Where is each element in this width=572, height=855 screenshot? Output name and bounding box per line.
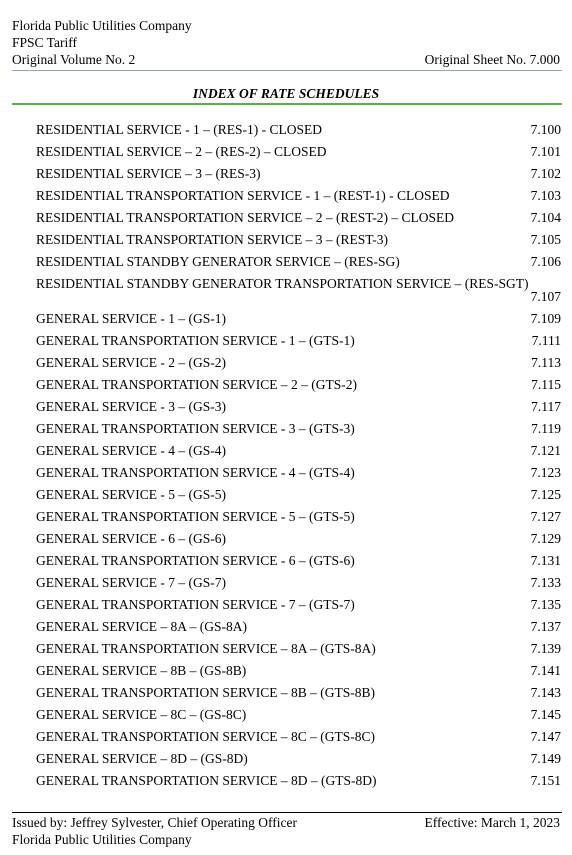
header-company: Florida Public Utilities Company xyxy=(12,18,192,33)
index-row xyxy=(36,704,561,726)
footer-divider xyxy=(12,812,562,813)
index-row xyxy=(36,374,561,396)
sheet-number: 7.106 xyxy=(530,254,561,269)
sheet-number: 7.133 xyxy=(530,575,561,590)
sheet-number: 7.123 xyxy=(530,465,561,480)
schedule-name: GENERAL SERVICE - 3 – (GS-3) xyxy=(36,399,227,414)
schedule-name: GENERAL TRANSPORTATION SERVICE - 5 – (GTS-5) xyxy=(36,509,355,524)
sheet-number: 7.145 xyxy=(530,707,561,722)
index-row xyxy=(36,308,561,330)
index-row xyxy=(36,660,561,682)
schedule-name: RESIDENTIAL STANDBY GENERATOR TRANSPORTATION SERVICE – (RES-SGT) xyxy=(36,276,529,291)
sheet-number: 7.104 xyxy=(530,210,561,225)
schedule-name: RESIDENTIAL SERVICE – 2 – (RES-2) – CLOSED xyxy=(36,144,327,159)
schedule-name: GENERAL SERVICE - 7 – (GS-7) xyxy=(36,575,227,590)
footer-company: Florida Public Utilities Company xyxy=(12,832,192,847)
index-row xyxy=(36,119,561,141)
schedule-name: RESIDENTIAL TRANSPORTATION SERVICE – 2 – (REST-2) – CLOSED xyxy=(36,210,455,225)
schedule-name: RESIDENTIAL SERVICE - 1 – (RES-1) - CLOSED xyxy=(36,122,323,137)
index-row xyxy=(36,273,561,308)
header-volume: Original Volume No. 2 xyxy=(12,52,136,67)
schedule-name: GENERAL SERVICE - 1 – (GS-1) xyxy=(36,311,227,326)
schedule-name: GENERAL TRANSPORTATION SERVICE - 1 – (GTS-1) xyxy=(36,333,355,348)
index-row xyxy=(36,141,561,163)
schedule-name: RESIDENTIAL TRANSPORTATION SERVICE - 1 – (REST-1) - CLOSED xyxy=(36,188,450,203)
index-row xyxy=(36,506,561,528)
schedule-name: RESIDENTIAL TRANSPORTATION SERVICE – 3 – (REST-3) xyxy=(36,232,389,247)
footer-effective-date: Effective: March 1, 2023 xyxy=(424,815,560,830)
schedule-name: GENERAL TRANSPORTATION SERVICE – 8B – (GTS-8B) xyxy=(36,685,376,700)
index-row xyxy=(36,528,561,550)
sheet-number: 7.141 xyxy=(530,663,561,678)
index-row xyxy=(36,726,561,748)
schedule-name: GENERAL SERVICE – 8C – (GS-8C) xyxy=(36,707,247,722)
index-row xyxy=(36,207,561,229)
index-row xyxy=(36,682,561,704)
index-row xyxy=(36,550,561,572)
sheet-number: 7.121 xyxy=(530,443,561,458)
index-row xyxy=(36,418,561,440)
index-row xyxy=(36,185,561,207)
schedule-name: GENERAL SERVICE - 6 – (GS-6) xyxy=(36,531,227,546)
index-row xyxy=(36,638,561,660)
schedule-name: GENERAL TRANSPORTATION SERVICE – 8C – (GTS-8C) xyxy=(36,729,376,744)
sheet-number: 7.125 xyxy=(530,487,561,502)
sheet-number: 7.129 xyxy=(530,531,561,546)
sheet-number: 7.151 xyxy=(530,773,561,788)
schedule-name: GENERAL SERVICE – 8D – (GS-8D) xyxy=(36,751,248,766)
sheet-number: 7.101 xyxy=(530,144,561,159)
rate-schedule-index xyxy=(36,119,561,792)
index-row xyxy=(36,770,561,792)
header-sheet-number: Original Sheet No. 7.000 xyxy=(424,52,560,67)
header-tariff: FPSC Tariff xyxy=(12,35,77,50)
index-row xyxy=(36,484,561,506)
schedule-name: GENERAL SERVICE - 5 – (GS-5) xyxy=(36,487,227,502)
schedule-name: GENERAL TRANSPORTATION SERVICE - 4 – (GTS-4) xyxy=(36,465,355,480)
index-row xyxy=(36,440,561,462)
schedule-name: GENERAL TRANSPORTATION SERVICE – 8A – (GTS-8A) xyxy=(36,641,376,656)
sheet-number: 7.107 xyxy=(530,289,561,304)
schedule-name: GENERAL SERVICE - 4 – (GS-4) xyxy=(36,443,227,458)
index-row xyxy=(36,352,561,374)
sheet-number: 7.135 xyxy=(530,597,561,612)
index-row xyxy=(36,594,561,616)
schedule-name: GENERAL TRANSPORTATION SERVICE - 7 – (GTS-7) xyxy=(36,597,355,612)
index-row xyxy=(36,251,561,273)
sheet-number: 7.102 xyxy=(530,166,561,181)
index-row xyxy=(36,330,561,352)
sheet-number: 7.139 xyxy=(530,641,561,656)
page-title: INDEX OF RATE SCHEDULES xyxy=(192,86,380,101)
header-divider xyxy=(12,70,562,71)
sheet-number: 7.115 xyxy=(531,377,561,392)
sheet-number: 7.100 xyxy=(530,122,561,137)
schedule-name: GENERAL SERVICE – 8B – (GS-8B) xyxy=(36,663,247,678)
sheet-number: 7.147 xyxy=(530,729,561,744)
schedule-name: GENERAL TRANSPORTATION SERVICE - 6 – (GTS-6) xyxy=(36,553,355,568)
index-row xyxy=(36,572,561,594)
schedule-name: RESIDENTIAL SERVICE – 3 – (RES-3) xyxy=(36,166,261,181)
sheet-number: 7.137 xyxy=(530,619,561,634)
index-row xyxy=(36,163,561,185)
sheet-number: 7.111 xyxy=(531,333,561,348)
sheet-number: 7.117 xyxy=(531,399,561,414)
sheet-number: 7.113 xyxy=(531,355,561,370)
schedule-name: GENERAL SERVICE - 2 – (GS-2) xyxy=(36,355,227,370)
index-row xyxy=(36,462,561,484)
index-row xyxy=(36,229,561,251)
title-divider xyxy=(12,103,562,105)
footer-issued-by: Issued by: Jeffrey Sylvester, Chief Operating Officer xyxy=(12,815,298,830)
index-row xyxy=(36,396,561,418)
schedule-name: GENERAL TRANSPORTATION SERVICE – 2 – (GTS-2) xyxy=(36,377,358,392)
sheet-number: 7.143 xyxy=(530,685,561,700)
sheet-number: 7.103 xyxy=(530,188,561,203)
sheet-number: 7.105 xyxy=(530,232,561,247)
schedule-name: RESIDENTIAL STANDBY GENERATOR SERVICE – (RES-SG) xyxy=(36,254,400,269)
sheet-number: 7.131 xyxy=(530,553,561,568)
schedule-name: GENERAL TRANSPORTATION SERVICE - 3 – (GTS-3) xyxy=(36,421,355,436)
index-row xyxy=(36,748,561,770)
sheet-number: 7.119 xyxy=(531,421,561,436)
sheet-number: 7.109 xyxy=(530,311,561,326)
schedule-name: GENERAL TRANSPORTATION SERVICE – 8D – (GTS-8D) xyxy=(36,773,377,788)
schedule-name: GENERAL SERVICE – 8A – (GS-8A) xyxy=(36,619,248,634)
sheet-number: 7.149 xyxy=(530,751,561,766)
sheet-number: 7.127 xyxy=(530,509,561,524)
index-row xyxy=(36,616,561,638)
